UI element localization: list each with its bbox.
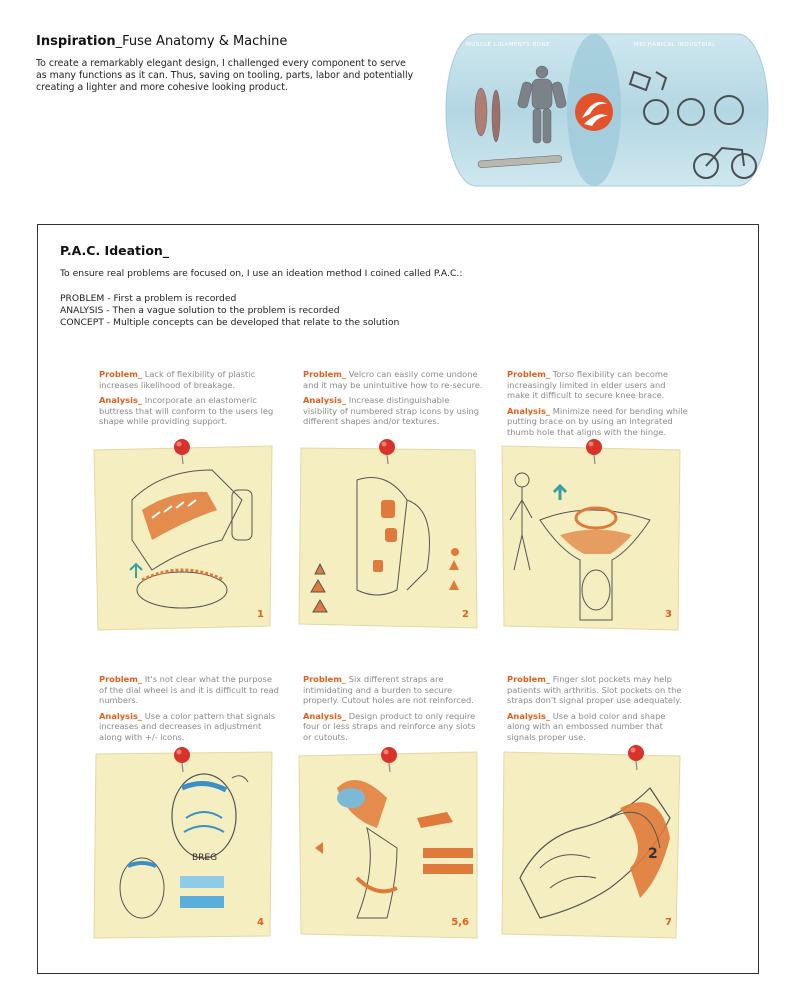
sketch-note-5 xyxy=(297,748,479,940)
analysis-label: Analysis_ xyxy=(99,710,143,721)
inspiration-body: To create a remarkably elegant design, I challenged every component to serve as many functions as it can. Thus, saving on tooling, parts, labor and potentially creating a lighter and more cohesive looking product. xyxy=(36,58,414,93)
svg-text:BREG: BREG xyxy=(192,853,218,863)
problem-text: Finger slot pockets may help patients with arthritis. Slot pockets on the straps don't signal proper use adequately. xyxy=(507,674,682,705)
inspiration-title-bold: Inspiration xyxy=(36,34,116,49)
analysis-label: Analysis_ xyxy=(507,710,551,721)
body-head xyxy=(536,66,548,78)
problem-text: Six different straps are intimidating and a burden to secure properly. Cutout holes are not reinforced. xyxy=(303,674,474,705)
pushpin-icon xyxy=(172,746,192,772)
analysis-text: Minimize need for bending while putting brace on by using an integrated thumb hole that aligns with the hinge. xyxy=(507,405,688,437)
pac-line-analysis: ANALYSIS - Then a vague solution to the problem is recorded xyxy=(60,305,340,316)
analysis-label: Analysis_ xyxy=(303,710,347,721)
note-number: 5,6 xyxy=(451,917,469,928)
card-text-3 xyxy=(507,369,697,442)
problem-text: Velcro can easily come undone and it may be unintuitive how to re-secure. xyxy=(303,369,483,390)
pushpin-icon xyxy=(172,438,192,464)
body-leg-right xyxy=(543,109,551,143)
note-number: 1 xyxy=(257,609,264,620)
note-number: 2 xyxy=(462,609,469,620)
problem-label: Problem_ xyxy=(99,369,143,379)
note-number: 7 xyxy=(665,917,672,928)
pac-line-problem: PROBLEM - First a problem is recorded xyxy=(60,293,237,304)
card-text-5 xyxy=(303,674,493,747)
pushpin-icon xyxy=(379,746,399,772)
note-number: 3 xyxy=(665,609,672,620)
fuse-logo-icon xyxy=(575,93,613,131)
pushpin-icon xyxy=(584,438,604,464)
problem-label: Problem_ xyxy=(507,369,551,379)
problem-label: Problem_ xyxy=(303,674,347,684)
pac-method-list xyxy=(60,293,399,329)
pac-title: P.A.C. Ideation_ xyxy=(60,243,170,258)
problem-label: Problem_ xyxy=(507,674,551,684)
sketch-note-6 xyxy=(500,748,682,940)
inspiration-title-rest: _Fuse Anatomy & Machine xyxy=(115,34,288,49)
analysis-label: Analysis_ xyxy=(507,405,551,416)
card-text-1 xyxy=(99,369,289,432)
card-text-6 xyxy=(507,674,697,747)
capsule-left-label: MUSCLE LIGAMENTS BONE xyxy=(466,42,551,48)
capsule-right-label: MECHANICAL INDUSTRIAL xyxy=(634,42,716,48)
pac-intro: To ensure real problems are focused on, I use an ideation method I coined called P.A.C.: xyxy=(60,268,463,279)
body-torso xyxy=(532,79,552,109)
analysis-label: Analysis_ xyxy=(99,395,143,405)
body-leg-left xyxy=(533,109,541,143)
sketch-note-1 xyxy=(92,440,274,632)
inspiration-title xyxy=(36,34,287,49)
analysis-label: Analysis_ xyxy=(303,395,347,405)
pac-line-concept: CONCEPT - Multiple concepts can be developed that relate to the solution xyxy=(60,317,400,328)
analysis-text: Use a color pattern that signals increases and decreases in adjustment along with +/- icons. xyxy=(99,710,276,742)
svg-text:2: 2 xyxy=(648,846,658,862)
inspiration-capsule-svg xyxy=(444,32,770,188)
leg-muscle-2 xyxy=(492,90,500,142)
problem-text: It's not clear what the purpose of the dial wheel is and it is difficult to read numbers. xyxy=(99,674,279,705)
problem-label: Problem_ xyxy=(99,674,143,684)
problem-label: Problem_ xyxy=(303,369,347,379)
analysis-text: Design product to only require four or less straps and reinforce any slots or cutouts. xyxy=(303,710,476,742)
inspiration-graphic xyxy=(444,32,770,188)
leg-muscle-1 xyxy=(475,88,487,136)
card-text-2 xyxy=(303,369,493,432)
sketch-note-3 xyxy=(500,440,682,632)
problem-text: Torso flexibility can become increasingly limited in elder users and make it difficult to secure knee brace. xyxy=(507,369,669,400)
sketch-note-2 xyxy=(297,440,479,632)
analysis-text: Incorporate an elastomeric buttress that will conform to the users leg shape while providing support. xyxy=(99,395,274,426)
pushpin-icon xyxy=(626,744,646,770)
note-number: 4 xyxy=(257,917,264,928)
analysis-text: Use a bold color and shape along with an embossed number that signals proper use. xyxy=(507,710,666,742)
sketch-note-4 xyxy=(92,748,274,940)
problem-text: Lack of flexibility of plastic increases likelihood of breakage. xyxy=(99,369,256,390)
pushpin-icon xyxy=(377,438,397,464)
card-text-4 xyxy=(99,674,289,747)
analysis-text: Increase distinguishable visibility of numbered strap icons by using different shapes and/or textures. xyxy=(303,395,480,426)
